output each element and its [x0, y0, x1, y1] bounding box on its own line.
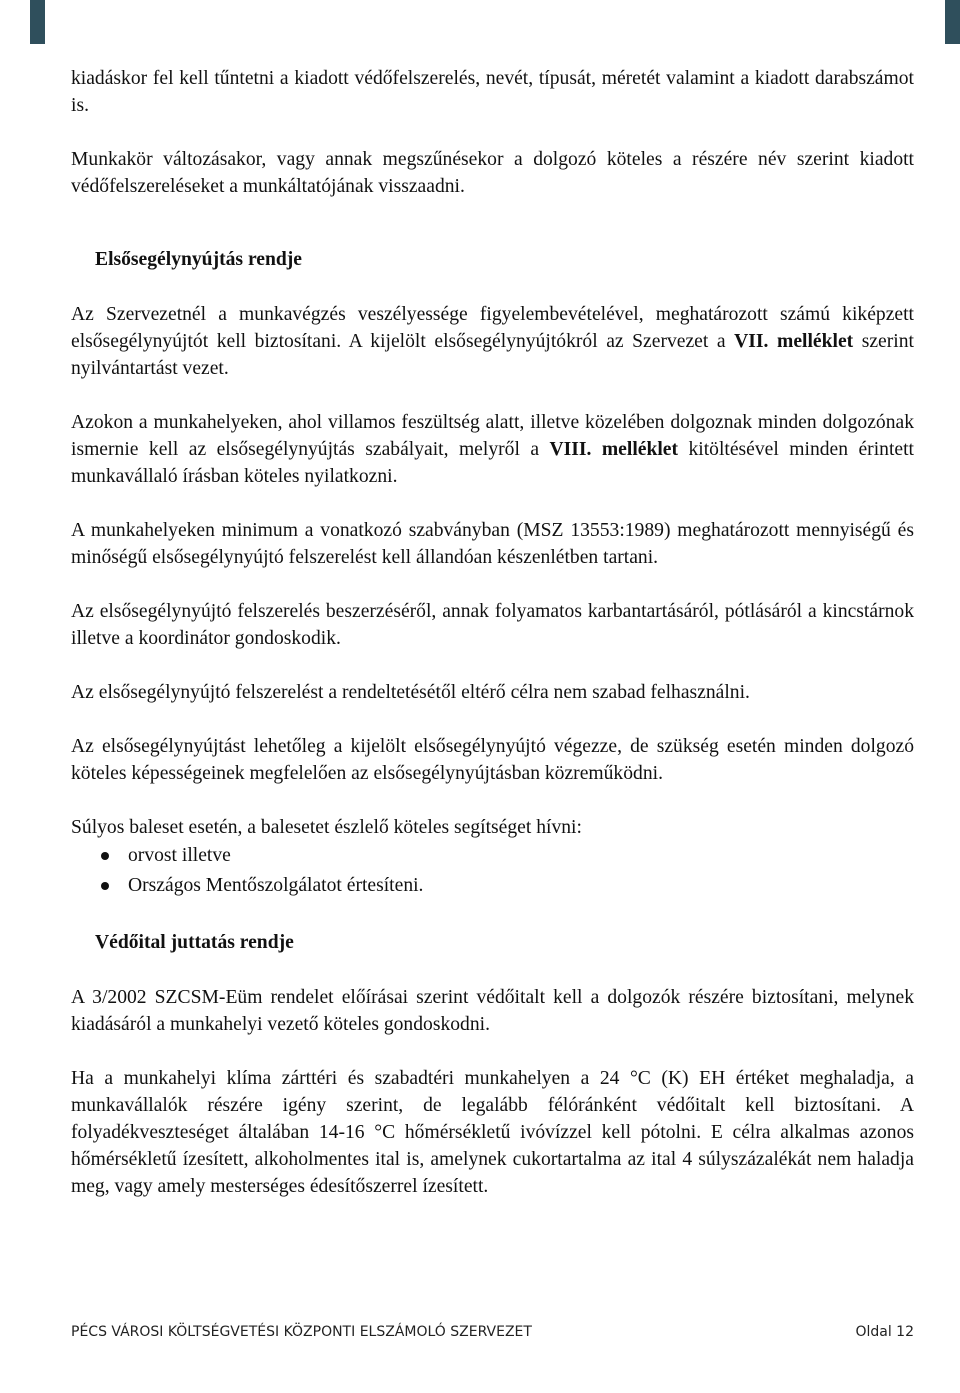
corner-mark-right — [945, 0, 960, 44]
footer-organization: PÉCS VÁROSI KÖLTSÉGVETÉSI KÖZPONTI ELSZÁMOLÓ SZERVEZET — [71, 1324, 532, 1340]
paragraph-first-aid-2 — [71, 409, 914, 490]
document-body — [71, 65, 914, 1227]
paragraph-first-aid-1 — [71, 301, 914, 382]
paragraph-top-2: Munkakör változásakor, vagy annak megszűnésekor a dolgozó köteles a részére név szerint kiadott védőfelszereléseket a munkáltatójának visszaadni. — [71, 149, 914, 197]
paragraph-drink-2: Ha a munkahelyi klíma zárttéri és szabadtéri munkahelyen a 24 °C (K) EH értéket meghaladja, a munkavállalók részére igény szerint, de legalább félóránként védőitalt kell biztosítani. A folyadékveszteséget általában 14-16 °C hőmérsékletű ivóvízzel kell pótolni. E célra alkalmas azonos hőmérsékletű ízesített, alkoholmentes ital is, amelynek cukortartalma az ital 4 súlyszázalékát nem haladja meg, vagy amely mesterséges édesítőszerrel ízesített. — [71, 1068, 914, 1197]
list-item — [71, 871, 914, 901]
bold-reference: VII. melléklet — [734, 331, 854, 352]
bold-reference: VIII. melléklet — [549, 439, 679, 460]
text-segment: Az Szervezetnél a munkavégzés veszélyessége figyelembevételével, meghatározott számú kiképzett elsősegélynyújtót kell biztosítani. A kijelölt elsősegélynyújtókról az Szervezet a — [71, 304, 914, 352]
list-item-text: Országos Mentőszolgálatot értesíteni. — [128, 875, 424, 896]
footer-page-number: Oldal 12 — [855, 1324, 914, 1340]
corner-mark-left — [30, 0, 45, 44]
text-segment: szerint nyilvántartást vezet. — [71, 331, 914, 379]
paragraph-first-aid-4: Az elsősegélynyújtó felszerelés beszerzéséről, annak folyamatos karbantartásáról, pótlásáról a kincstárnok illetve a koordinátor gondoskodik. — [71, 601, 914, 649]
paragraph-top-1: kiadáskor fel kell tűntetni a kiadott védőfelszerelés, nevét, típusát, méretét valamint a kiadott darabszámot is. — [71, 68, 914, 116]
bullet-icon — [101, 882, 109, 890]
paragraph-drink-1: A 3/2002 SZCSM-Eüm rendelet előírásai szerint védőitalt kell a dolgozók részére biztosítani, melynek kiadásáról a munkahelyi vezető köteles gondoskodni. — [71, 987, 914, 1035]
section-heading-protective-drink: Védőital juttatás rendje — [95, 932, 294, 953]
page-footer — [71, 1324, 914, 1340]
paragraph-first-aid-7: Súlyos baleset esetén, a balesetet észlelő köteles segítséget hívni: — [71, 817, 582, 838]
list-item — [71, 841, 914, 871]
bullet-icon — [101, 852, 109, 860]
bullet-list — [71, 841, 914, 901]
list-item-text: orvost illetve — [128, 845, 231, 866]
section-heading-first-aid: Elsősegélynyújtás rendje — [95, 249, 303, 270]
paragraph-first-aid-6: Az elsősegélynyújtást lehetőleg a kijelölt elsősegélynyújtó végezze, de szükség esetén minden dolgozó köteles képességeinek megfelelően az elsősegélynyújtásban közreműködni. — [71, 736, 914, 784]
text-segment: kitöltésével minden érintett munkavállaló írásban köteles nyilatkozni. — [71, 439, 914, 487]
text-segment: Azokon a munkahelyeken, ahol villamos feszültség alatt, illetve közelében dolgoznak minden dolgozónak ismernie kell az elsősegélynyújtás szabályait, melyről a — [71, 412, 914, 460]
paragraph-first-aid-3: A munkahelyeken minimum a vonatkozó szabványban (MSZ 13553:1989) meghatározott mennyiségű és minőségű elsősegélynyújtó felszerelést kell állandóan készenlétben tartani. — [71, 520, 914, 568]
paragraph-first-aid-5: Az elsősegélynyújtó felszerelést a rendeltetésétől eltérő célra nem szabad felhasználni. — [71, 682, 750, 703]
